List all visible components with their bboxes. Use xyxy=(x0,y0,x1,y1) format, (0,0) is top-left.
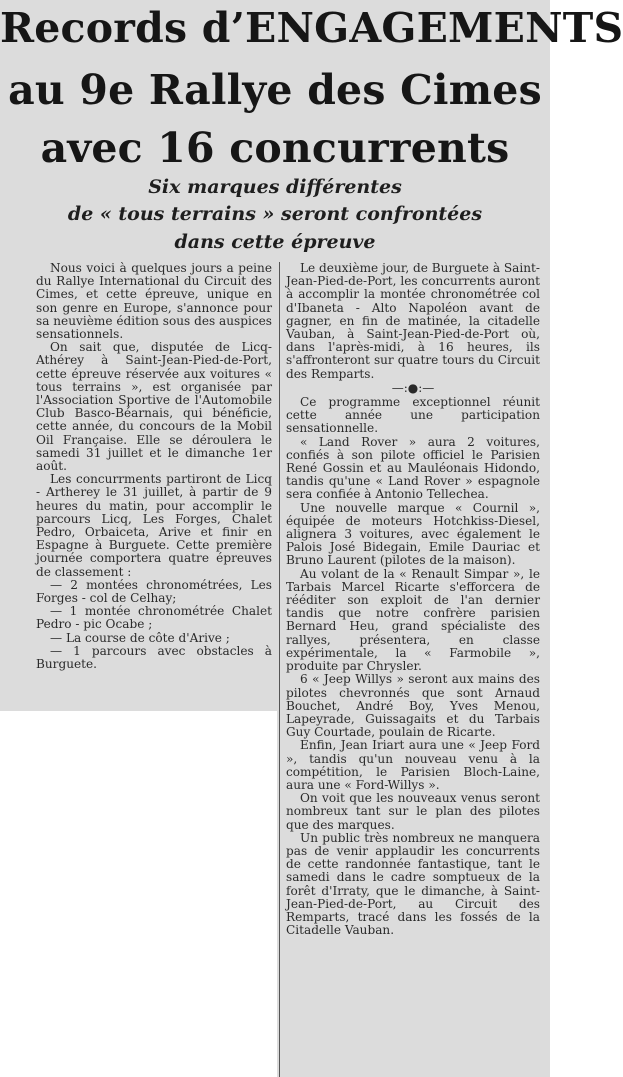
list-item: — 2 montées chronométrées, Les Forges - col de Celhay; xyxy=(36,577,272,606)
article-column-right xyxy=(286,262,540,937)
paragraph: Le deuxième jour, de Burguete à Saint-Jean-Pied-de-Port, les concurrents auront à accomplir la montée chronométrée col d'Ibaneta - Alto Napoléon avant de gagner, en fin de matinée, la citadelle Vauban, à Saint-Jean-Pied-de-Port où, dans l'après-midi, à 16 heures, ils s'affronteront sur quatre tours du Circuit des Remparts. xyxy=(286,261,540,381)
headline-line-2: au 9e Rallye des Cimes xyxy=(8,66,542,114)
deck-line-1: Six marques différentes xyxy=(148,176,402,198)
column-rule xyxy=(279,262,280,1077)
paragraph: « Land Rover » aura 2 voitures, confiés à son pilote officiel le Parisien René Gossin et au Mauléonais Hidondo, tandis qu'une « Land Rover » espagnole sera confiée à Antonio Tellechea. xyxy=(286,434,540,502)
paragraph: Les concurrments partiront de Licq - Artherey le 31 juillet, à partir de 9 heures du matin, pour accomplir le parcours Licq, Les Forges, Chalet Pedro, Orbaiceta, Arive et finir en Espagne à Burguete. Cette première journée comportera quatre épreuves de classement : xyxy=(36,472,272,579)
paragraph: 6 « Jeep Willys » seront aux mains des pilotes chevronnés que sont Arnaud Bouchet, André Boy, Yves Menou, Lapeyrade, Guissagaits et du Tarbais Guy Courtade, poulain de Ricarte. xyxy=(286,672,540,740)
blank-area xyxy=(0,711,277,1077)
paragraph: Au volant de la « Renault Simpar », le Tarbais Marcel Ricarte s'efforcera de rééditer son exploit de l'an dernier tandis que notre confrère parisien Bernard Heu, grand spécialiste des rallyes, présentera, en classe expérimentale, la « Farmobile », produite par Chrysler. xyxy=(286,566,540,674)
deck-line-3: dans cette épreuve xyxy=(174,231,376,253)
list-item: — 1 parcours avec obstacles à Burguete. xyxy=(36,643,272,672)
article-column-left xyxy=(36,262,272,671)
headline-line-3: avec 16 concurrents xyxy=(40,124,510,172)
paragraph: Une nouvelle marque « Cournil », équipée de moteurs Hotchkiss-Diesel, alignera 3 voitures, avec également le Palois José Bidegain, Emile Dauriac et Bruno Laurent (pilotes de la maison). xyxy=(286,500,540,568)
deck-line-2: de « tous terrains » seront confrontées xyxy=(67,203,483,225)
section-separator: —:●:— xyxy=(391,380,435,395)
headline-line-1: Records d’ENGAGEMENTS xyxy=(0,4,623,52)
list-item: — 1 montée chronométrée Chalet Pedro - pic Ocabe ; xyxy=(36,604,272,632)
paragraph: Un public très nombreux ne manquera pas de venir applaudir les concurrents de cette randonnée fantastique, tant le samedi dans le cadre somptueux de la forêt d'Irraty, que le dimanche, à Saint-Jean-Pied-de-Port, au Circuit des Remparts, tracé dans les fossés de la Citadelle Vauban. xyxy=(286,830,540,938)
paragraph: On sait que, disputée de Licq-Athérey à Saint-Jean-Pied-de-Port, cette épreuve réservée aux voitures « tous terrains », est organisée par l'Association Sportive de l'Automobile Club Basco-Béarnais, qui bénéficie, cette année, du concours de la Mobil Oil Française. Elle se déroulera le samedi 31 juillet et le dimanche 1er août. xyxy=(36,340,272,474)
paragraph: On voit que les nouveaux venus seront nombreux tant sur le plan des pilotes que des marques. xyxy=(286,791,540,832)
paragraph: Ce programme exceptionnel réunit cette année une participation sensationnelle. xyxy=(286,395,540,436)
paragraph: Nous voici à quelques jours a peine du Rallye International du Circuit des Cimes, et cette épreuve, unique en son genre en Europe, s'annonce pour sa neuvième édition sous des auspices sensationnels. xyxy=(36,261,272,342)
list-item: — La course de côte d'Arive ; xyxy=(50,630,230,645)
paragraph: Enfin, Jean Iriart aura une « Jeep Ford », tandis qu'un nouveau venu à la compétition, le Parisien Bloch-Laine, aura une « Ford-Willys ». xyxy=(286,738,540,792)
